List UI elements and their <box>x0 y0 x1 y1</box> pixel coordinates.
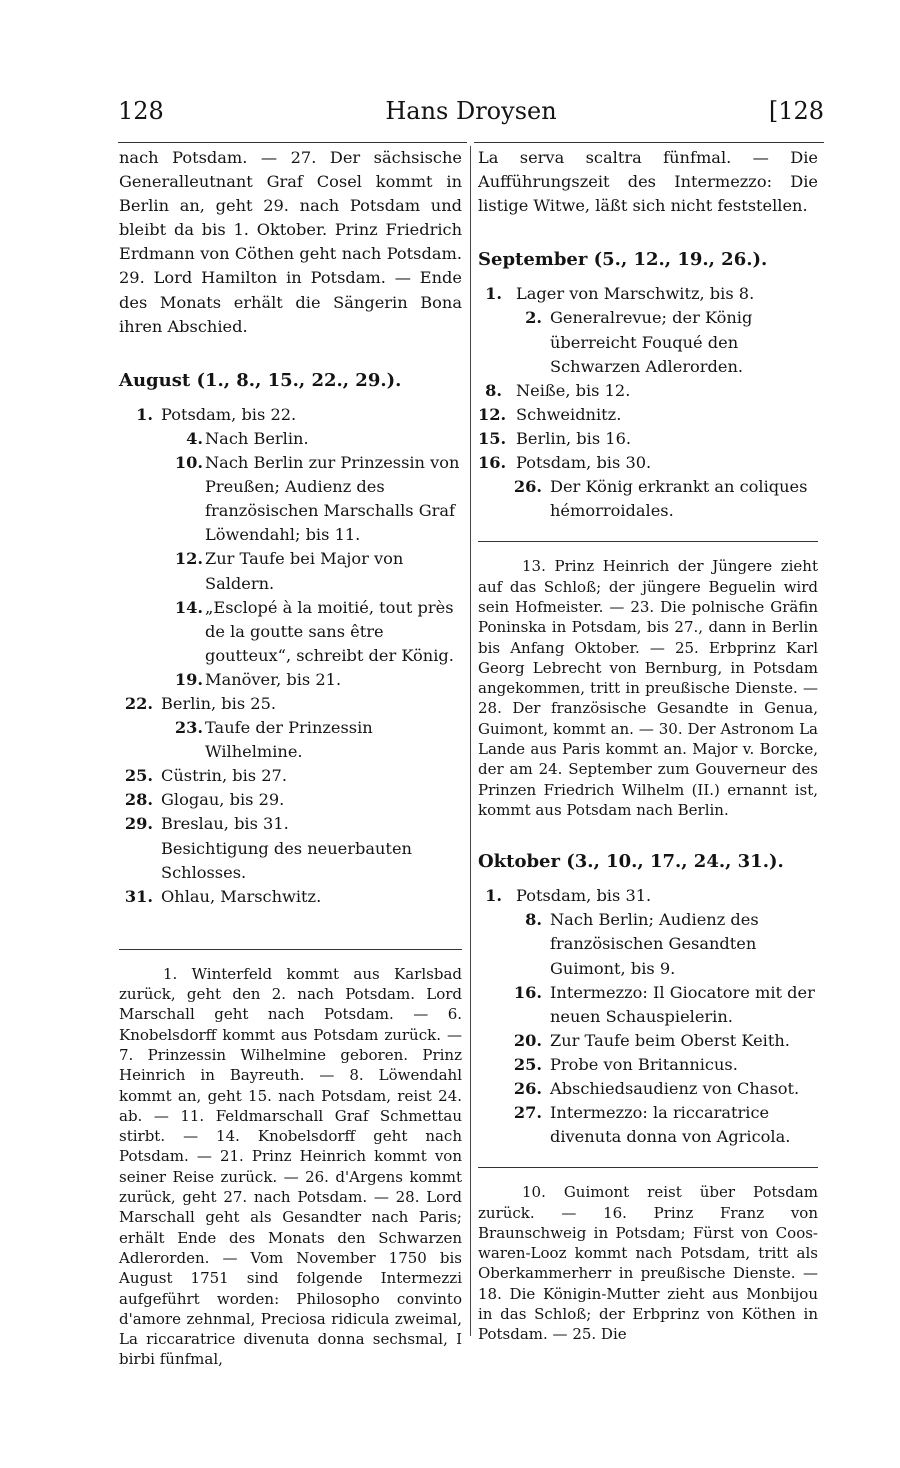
oktober-entry-text: Abschiedsaudienz von Chasot. <box>550 1079 800 1099</box>
september-entry <box>478 282 818 306</box>
august-entry-text: Manöver, bis 21. <box>205 669 342 689</box>
oktober-entry <box>478 884 818 908</box>
oktober-entry <box>478 1029 818 1053</box>
september-entry <box>478 451 818 475</box>
august-entry-text: Ohlau, Marschwitz. <box>161 886 322 906</box>
oktober-notes-text: 10. Guimont reist über Potsdam zurück. — 16. Prinz Franz von Braunschweig in Potsdam; Fürst von Coos-waren-Looz kommt nach Potsdam, tritt als Oberkammerherr in preußische Dienste. — 18. Die Königin-Mutter zieht aus Monbijou in das Schloß; der Erbprinz von Köthen in Potsdam. — 25. Die <box>478 1183 818 1344</box>
oktober-entry <box>478 1053 818 1077</box>
september-entry-day: 2. <box>525 308 542 328</box>
september-separator <box>478 541 818 542</box>
august-entry-day: 10. <box>174 453 203 473</box>
september-entry-day: 12. <box>478 404 507 424</box>
page-number-left: 128 <box>118 97 164 125</box>
september-entry <box>478 427 818 451</box>
august-entry-text: Cüstrin, bis 27. <box>161 766 287 786</box>
august-entry-text: Taufe der Prinzessin Wilhelmine. <box>205 718 373 762</box>
august-entry-text: Berlin, bis 25. <box>161 693 277 713</box>
september-entry-day: 8. <box>485 380 502 400</box>
august-entry <box>119 547 462 595</box>
august-entry-day: 29. <box>124 814 153 834</box>
august-entry <box>119 668 462 692</box>
oktober-entry <box>478 981 818 1029</box>
august-entry <box>119 451 462 547</box>
august-entry-day: 19. <box>174 669 203 689</box>
oktober-entry-day: 26. <box>513 1079 542 1099</box>
august-entry <box>119 764 462 788</box>
september-entry <box>478 403 818 427</box>
august-entry-day: 4. <box>186 428 203 448</box>
august-entry-text: Potsdam, bis 22. <box>161 404 297 424</box>
oktober-entry-day: 8. <box>525 910 542 930</box>
august-entry <box>119 716 462 764</box>
oktober-entry-text: Potsdam, bis 31. <box>516 886 652 906</box>
august-entry-day: 12. <box>174 549 203 569</box>
oktober-entry-text: Intermezzo: la riccaratrice divenuta donna von Agricola. <box>550 1103 791 1147</box>
september-entry <box>478 306 818 378</box>
september-entry-list <box>478 282 818 523</box>
september-entry-text: Schweidnitz. <box>516 404 622 424</box>
page-number-right: [128 <box>768 97 824 125</box>
august-entry <box>119 427 462 451</box>
september-notes <box>478 556 818 820</box>
september-entry-text: Berlin, bis 16. <box>516 428 632 448</box>
august-entry-text: Besichtigung des neuerbauten Schlosses. <box>161 838 412 882</box>
september-entry-text: Generalrevue; der König überreicht Fouqué den Schwarzen Adlerorden. <box>550 308 753 376</box>
august-notes <box>119 964 462 1370</box>
running-title: Hans Droysen <box>385 97 557 125</box>
september-notes-text: 13. Prinz Heinrich der Jüngere zieht auf das Schloß; der jüngere Beguelin wird sein Hofmeister. — 23. Die polnische Gräfin Poninska in Potsdam, bis 27., dann in Berlin bis Anfang Oktober. — 25. Erbprinz Karl Georg Lebrecht von Bernburg, in Potsdam angekommen, tritt in preußische Dienste. — 28. Der französische Gesandte in Genua, Guimont, kommt an. — 30. Der Astronom La Lande aus Paris kommt an. Major v. Borcke, der am 24. September zum Gouverneur des Prinzen Friedrich Wilhelm (II.) ernannt ist, kommt aus Potsdam nach Berlin. <box>478 557 818 819</box>
september-entry-text: Lager von Marschwitz, bis 8. <box>516 284 755 304</box>
august-entry <box>119 837 462 885</box>
august-entry-day: 14. <box>174 597 203 617</box>
august-entry <box>119 692 462 716</box>
oktober-entry-text: Probe von Britannicus. <box>550 1054 738 1074</box>
oktober-entry-text: Nach Berlin; Audienz des französischen Gesandten Guimont, bis 9. <box>550 910 759 978</box>
column-divider <box>470 146 471 1336</box>
august-entry-day: 1. <box>136 404 153 424</box>
left-separator <box>119 949 462 950</box>
oktober-entry-day: 1. <box>485 886 502 906</box>
august-entry-list <box>119 403 462 909</box>
august-entry <box>119 788 462 812</box>
right-column <box>478 146 818 1345</box>
august-entry-text: Breslau, bis 31. <box>161 814 289 834</box>
right-intro-paragraph: La serva scaltra fünfmal. — Die Aufführungszeit des Intermezzo: Die listige Witwe, läßt sich nicht feststellen. <box>478 148 818 216</box>
oktober-notes <box>478 1182 818 1344</box>
oktober-entry-list <box>478 884 818 1149</box>
left-column <box>119 146 462 1370</box>
august-entry <box>119 403 462 427</box>
august-entry-day: 28. <box>124 790 153 810</box>
september-entry-text: Potsdam, bis 30. <box>516 453 652 473</box>
oktober-entry <box>478 908 818 980</box>
september-entry-text: Der König erkrankt an coliques hémorroidales. <box>550 477 808 521</box>
oktober-separator <box>478 1167 818 1168</box>
august-entry <box>119 885 462 909</box>
oktober-entry <box>478 1101 818 1149</box>
august-entry <box>119 596 462 668</box>
header-rule-right <box>474 142 824 143</box>
august-entry-day: 22. <box>124 693 153 713</box>
oktober-entry-day: 20. <box>513 1030 542 1050</box>
september-entry <box>478 379 818 403</box>
august-notes-text: 1. Winterfeld kommt aus Karlsbad zurück, geht den 2. nach Potsdam. Lord Marschall geht nach Potsdam. — 6. Knobelsdorff kommt aus Potsdam zurück. — 7. Prinzessin Wilhelmine geboren. Prinz Heinrich in Bayreuth. — 8. Löwendahl kommt an, geht 15. nach Potsdam, reist 24. ab. — 11. Feldmarschall Graf Schmettau stirbt. — 14. Knobelsdorff geht nach Potsdam. — 21. Prinz Heinrich kommt von seiner Reise zurück. — 26. d'Argens kommt zurück, geht 27. nach Potsdam. — 28. Lord Marschall geht als Gesandter nach Paris; erhält Ende des Monats den Schwarzen Adlerorden. — Vom November 1750 bis August 1751 sind folgende Intermezzi aufgeführt worden: Philosopho convinto d'amore zehnmal, Preciosa ridicula zweimal, La riccaratrice divenuta donna sechsmal, I birbi fünfmal, <box>119 964 462 1369</box>
september-entry-day: 16. <box>478 453 507 473</box>
august-entry-text: Glogau, bis 29. <box>161 790 285 810</box>
month-heading-august: August (1., 8., 15., 22., 29.). <box>119 369 402 391</box>
september-entry-day: 15. <box>478 428 507 448</box>
august-entry-day: 23. <box>174 718 203 738</box>
september-entry-day: 1. <box>485 284 502 304</box>
september-entry-day: 26. <box>513 477 542 497</box>
running-header <box>118 94 824 128</box>
august-entry-text: Zur Taufe bei Major von Saldern. <box>205 549 404 593</box>
august-entry-text: Nach Berlin. <box>205 428 309 448</box>
oktober-entry-text: Intermezzo: Il Giocatore mit der neuen Schauspielerin. <box>550 982 815 1026</box>
august-entry-text: „Esclopé à la moitié, tout près de la goutte sans être goutteux“, schreibt der König. <box>205 597 454 665</box>
august-entry <box>119 812 462 836</box>
august-entry-day: 31. <box>124 886 153 906</box>
month-heading-september: September (5., 12., 19., 26.). <box>478 249 768 271</box>
august-entry-text: Nach Berlin zur Prinzessin von Preußen; Audienz des französischen Marschalls Graf Löwendahl; bis 11. <box>205 453 460 545</box>
oktober-entry-day: 16. <box>513 982 542 1002</box>
oktober-entry <box>478 1077 818 1101</box>
oktober-entry-day: 25. <box>513 1054 542 1074</box>
oktober-entry-day: 27. <box>513 1103 542 1123</box>
left-intro-paragraph: nach Potsdam. — 27. Der sächsische Generalleutnant Graf Cosel kommt in Berlin an, geht 29. nach Potsdam und bleibt da bis 1. Oktober. Prinz Friedrich Erdmann von Cöthen geht nach Potsdam. 29. Lord Hamilton in Potsdam. — Ende des Monats erhält die Sängerin Bona ihren Abschied. <box>119 148 462 336</box>
september-entry <box>478 475 818 523</box>
month-heading-oktober: Oktober (3., 10., 17., 24., 31.). <box>478 851 784 873</box>
august-entry-day: 25. <box>124 766 153 786</box>
header-rule-left <box>118 142 467 143</box>
september-entry-text: Neiße, bis 12. <box>516 380 631 400</box>
oktober-entry-text: Zur Taufe beim Oberst Keith. <box>550 1030 790 1050</box>
